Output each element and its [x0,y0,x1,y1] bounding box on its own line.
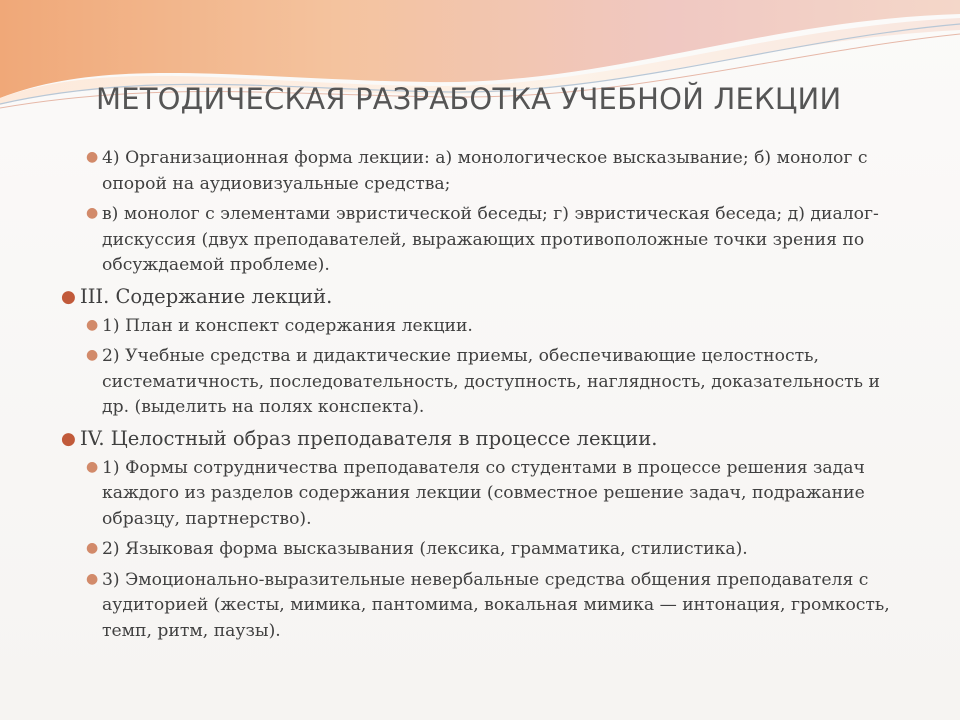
list-item: ● 4) Организационная форма лекции: а) монологическое высказывание; б) монолог с опорой на аудиовизуальные средства; [86,146,910,197]
round-bullet-icon: ● [61,286,76,307]
page-title: МЕТОДИЧЕСКАЯ РАЗРАБОТКА УЧЕБНОЙ ЛЕКЦИИ [96,82,842,116]
section-heading: ● III. Содержание лекций. [61,284,333,308]
round-bullet-icon: ● [61,428,76,449]
list-item: ● 2) Языковая форма высказывания (лексика, грамматика, стилистика). [86,537,910,563]
intro-list [60,146,910,279]
round-bullet-icon: ● [86,347,99,363]
list-item: ● 3) Эмоционально-выразительные невербальные средства общения преподавателя с аудиторией (жесты, мимика, пантомима, вокальная мимика — интонация, громкость, темп, ритм, паузы). [86,568,910,645]
list-item: ● в) монолог с элементами эвристической беседы; г) эвристическая беседа; д) диалог-дискуссия (двух преподавателей, выражающих противоположные точки зрения по обсуждаемой проблеме). [86,202,910,279]
slide-content [60,146,910,649]
round-bullet-icon: ● [86,149,99,165]
round-bullet-icon: ● [86,458,99,475]
round-bullet-icon: ● [86,570,99,587]
section-3 [60,284,910,421]
round-bullet-icon: ● [86,540,99,556]
list-item: ● 2) Учебные средства и дидактические приемы, обеспечивающие целостность, систематичность, последовательность, доступность, наглядность, доказательность и др. (выделить на полях конспекта). [86,344,910,421]
section-4 [60,426,910,645]
round-bullet-icon: ● [86,316,99,333]
list-item: ● 1) План и конспект содержания лекции. [86,314,910,340]
list-item: ● 1) Формы сотрудничества преподавателя со студентами в процессе решения задач каждого из разделов содержания лекции (совместное решение задач, подражание образцу, партнерство). [86,456,910,533]
section-heading: ● IV. Целостный образ преподавателя в процессе лекции. [61,426,658,450]
round-bullet-icon: ● [86,205,99,221]
